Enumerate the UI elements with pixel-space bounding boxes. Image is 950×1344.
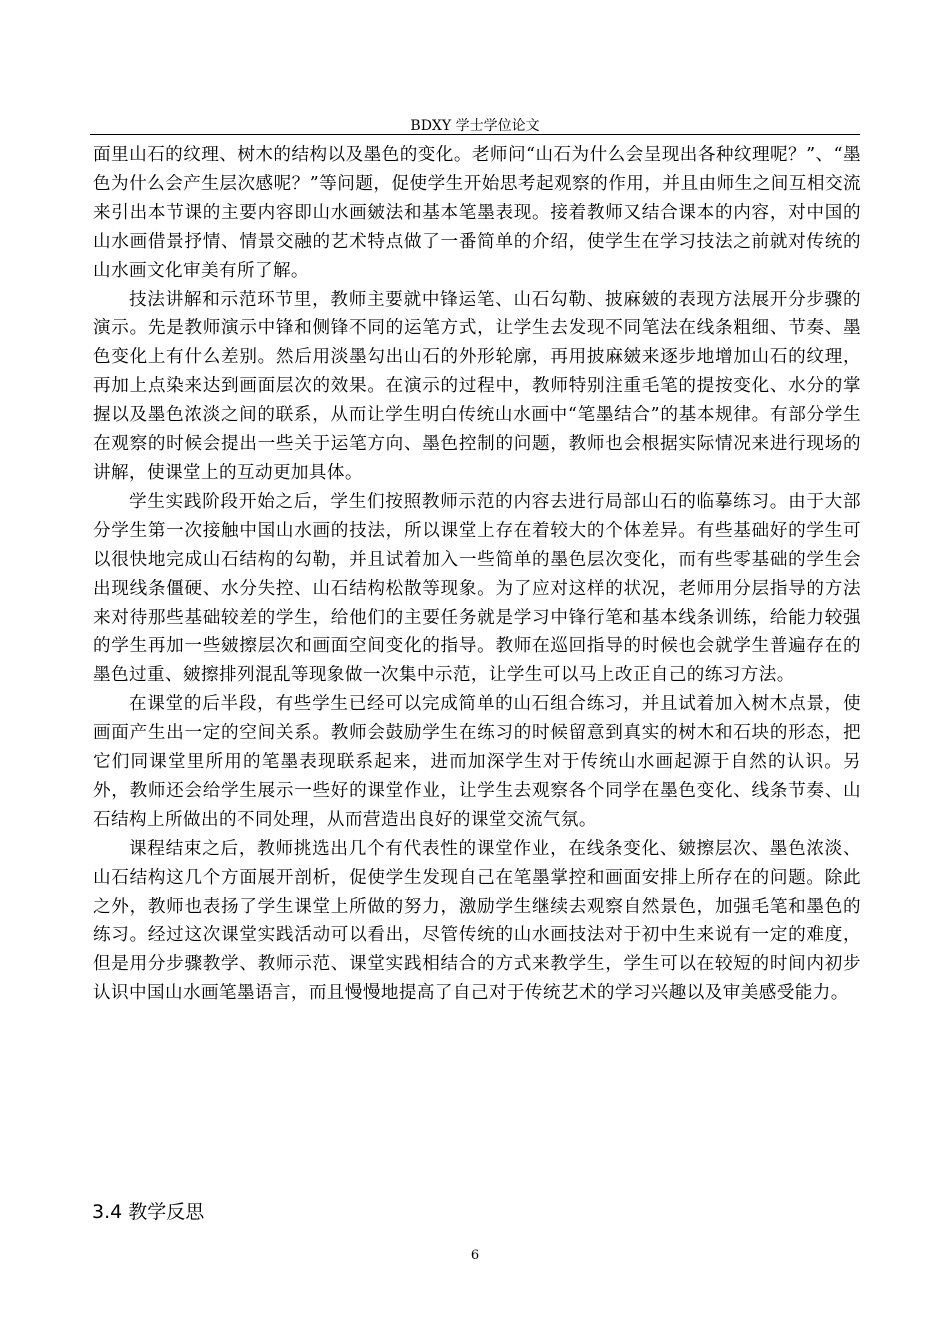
body-text — [93, 141, 861, 1008]
header-divider — [90, 134, 860, 135]
paragraph-student-practice: 学生实践阶段开始之后，学生们按照教师示范的内容去进行局部山石的临摹练习。由于大部分学生第一次接触中国山水画的技法，所以课堂上存在着较大的个体差异。有些基础好的学生可以很快地完成山石结构的勾勒，并且试着加入一些简单的墨色层次变化，而有些零基础的学生会出现线条僵硬、水分失控、山石结构松散等现象。为了应对这样的状况，老师用分层指导的方法来对待那些基础较差的学生，给他们的主要任务就是学习中锋行笔和基本线条训练，给能力较强的学生再加一些皴擦层次和画面空间变化的指导。教师在巡回指导的时候也会就学生普遍存在的墨色过重、皴擦排列混乱等现象做一次集中示范，让学生可以马上改正自己的练习方法。 — [93, 491, 861, 686]
paragraph-demonstration: 技法讲解和示范环节里，教师主要就中锋运笔、山石勾勒、披麻皴的表现方法展开分步骤的演示。先是教师演示中锋和侧锋不同的运笔方式，让学生去发现不同笔法在线条粗细、节奏、墨色变化上有什么差别。然后用淡墨勾出山石的外形轮廓，再用披麻皴来逐步地增加山石的纹理，再加上点染来达到画面层次的效果。在演示的过程中，教师特别注重毛笔的提按变化、水分的掌握以及墨色浓淡之间的联系，从而让学生明白传统山水画中“笔墨结合”的基本规律。有部分学生在观察的时候会提出一些关于运笔方向、墨色控制的问题，教师也会根据实际情况来进行现场的讲解，使课堂上的互动更加具体。 — [93, 289, 861, 483]
paragraph-conclusion: 课程结束之后，教师挑选出几个有代表性的课堂作业，在线条变化、皴擦层次、墨色浓淡、山石结构这几个方面展开剖析，促使学生发现自己在笔墨掌控和画面安排上所存在的问题。除此之外，教师也表扬了学生课堂上所做的努力，激励学生继续去观察自然景色，加强毛笔和墨色的练习。经过这次课堂实践活动可以看出，尽管传统的山水画技法对于初中生来说有一定的难度，但是用分步骤教学、教师示范、课堂实践相结合的方式来教学生，学生可以在较短的时间内初步认识中国山水画笔墨语言，而且慢慢地提高了自己对于传统艺术的学习兴趣以及审美感受能力。 — [93, 838, 861, 1004]
paragraph-continuation: 面里山石的纹理、树木的结构以及墨色的变化。老师问“山石为什么会呈现出各种纹理呢？”、“墨色为什么会产生层次感呢？”等问题，促使学生开始思考起观察的作用，并且由师生之间互相交流来引出本节课的主要内容即山水画皴法和基本笔墨表现。接着教师又结合课本的内容，对中国的山水画借景抒情、情景交融的艺术特点做了一番简单的介绍，使学生在学习技法之前就对传统的山水画文化审美有所了解。 — [93, 145, 861, 281]
paragraph-second-half: 在课堂的后半段，有些学生已经可以完成简单的山石组合练习，并且试着加入树木点景，使画面产生出一定的空间关系。教师会鼓励学生在练习的时候留意到真实的树木和石块的形态，把它们同课堂里所用的笔墨表现联系起来，进而加深学生对于传统山水画起源于自然的认识。另外，教师还会给学生展示一些好的课堂作业，让学生去观察各个同学在墨色变化、线条节奏、山石结构上所做出的不同处理，从而营造出良好的课堂交流气氛。 — [93, 694, 861, 830]
page-number: 6 — [470, 1248, 480, 1263]
running-header: BDXY 学士学位论文 — [410, 118, 540, 134]
section-heading: 3.4 教学反思 — [92, 1201, 205, 1223]
